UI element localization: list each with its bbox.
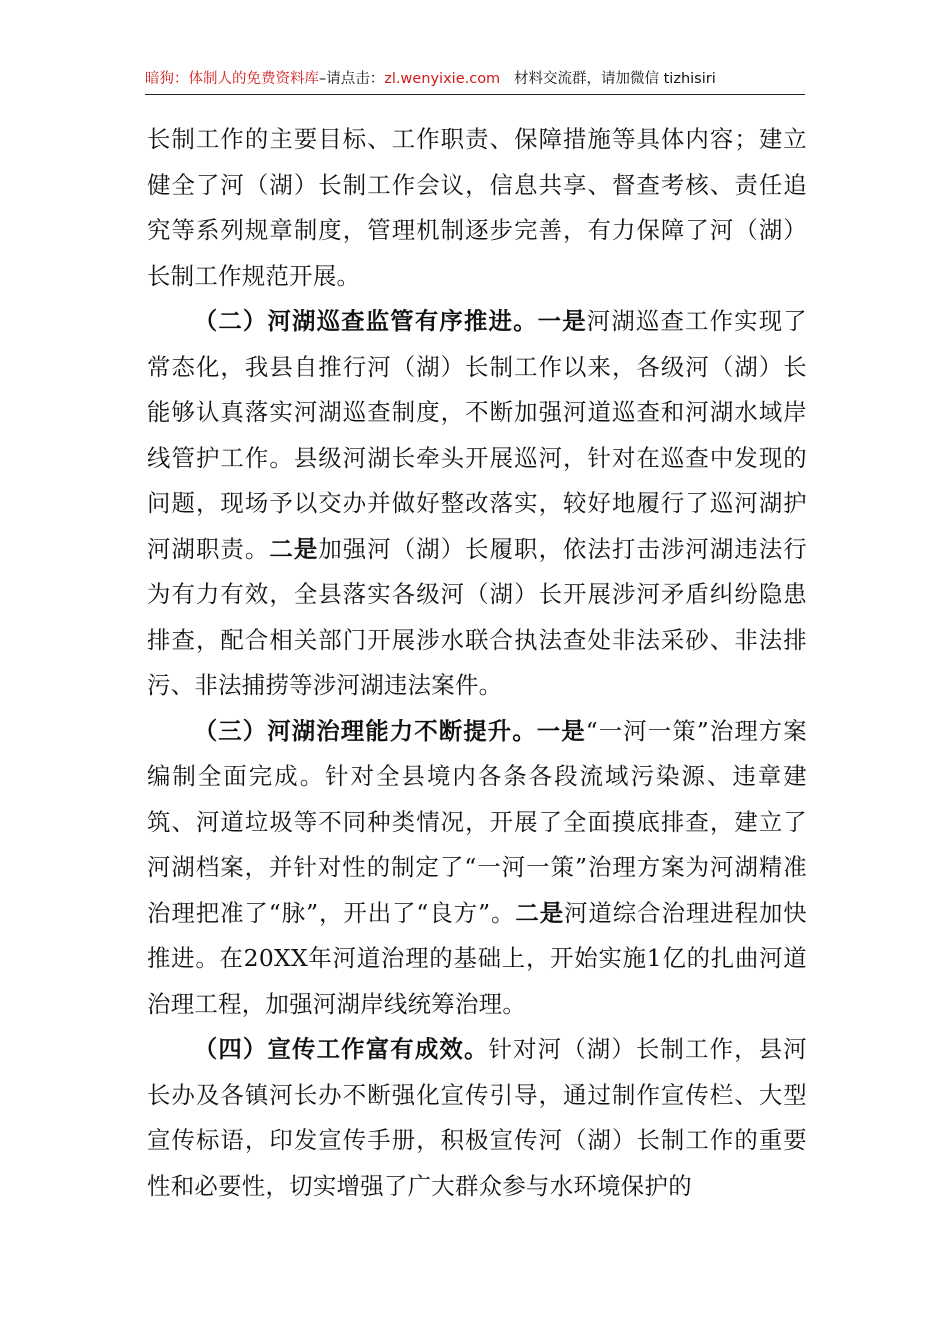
header-group-text: 材料交流群，请加微信 tizhisiri xyxy=(514,71,716,87)
paragraph-section-4 xyxy=(147,1027,807,1209)
paragraph-section-2 xyxy=(147,299,807,709)
paragraph-section-3 xyxy=(147,709,807,1028)
point-marker: 一是 xyxy=(537,307,587,335)
page-header xyxy=(145,64,805,94)
point-marker: 一是 xyxy=(536,716,586,745)
document-body xyxy=(147,117,807,1209)
paragraph-text: 长制工作的主要目标、工作职责、保障措施等具体内容；建立健全了河（湖）长制工作会议，信息共享、督查考核、责任追究等系列规章制度，管理机制逐步完善，有力保障了河（湖）长制工作规范开展。 xyxy=(147,125,807,290)
header-divider xyxy=(145,94,805,95)
point-marker: 二是 xyxy=(515,898,565,927)
paragraph-continued xyxy=(147,117,807,299)
paragraph-text: “一河一策”治理方案编制全面完成。针对全县境内各条各段流域污染源、违章建筑、河道垃圾等不同种类情况，开展了全面摸底排查，建立了河湖档案，并针对性的制定了“一河一策”治理方案为河湖精准治理把准了“脉”，开出了“良方”。 xyxy=(147,716,807,927)
header-gap xyxy=(500,71,514,87)
paragraph-text: 加强河（湖）长履职，依法打击涉河湖违法行为有力有效，全县落实各级河（湖）长开展涉河矛盾纠纷隐患排查，配合相关部门开展涉水联合执法查处非法采砂、非法排污、非法捕捞等涉河湖违法案件。 xyxy=(147,534,808,699)
header-click-prefix: –请点击： xyxy=(319,71,385,87)
section-heading: （二）河湖巡查监管有序推进。 xyxy=(193,307,538,335)
section-heading: （四）宣传工作富有成效。 xyxy=(193,1035,489,1063)
paragraph-text: 河道综合治理进程加快推进。在20XX年河道治理的基础上，开始实施1亿的扎曲河道治理工程，加强河湖岸线统筹治理。 xyxy=(147,898,807,1018)
header-url-link[interactable]: zl.wenyixie.com xyxy=(384,71,501,87)
paragraph-text: 针对河（湖）长制工作，县河长办及各镇河长办不断强化宣传引导，通过制作宣传栏、大型宣传标语，印发宣传手册，积极宣传河（湖）长制工作的重要性和必要性，切实增强了广大群众参与水环境保护的 xyxy=(147,1035,807,1200)
point-marker: 二是 xyxy=(269,534,319,563)
paragraph-text: 河湖巡查工作实现了常态化，我县自推行河（湖）长制工作以来，各级河（湖）长能够认真落实河湖巡查制度，不断加强河道巡查和河湖水域岸线管护工作。县级河湖长牵头开展巡河，针对在巡查中发现的问题，现场予以交办并做好整改落实，较好地履行了巡河湖护河湖职责。 xyxy=(147,307,807,563)
header-brand-text: 暗狗：体制人的免费资料库 xyxy=(145,71,319,87)
section-heading: （三）河湖治理能力不断提升。 xyxy=(193,716,537,745)
